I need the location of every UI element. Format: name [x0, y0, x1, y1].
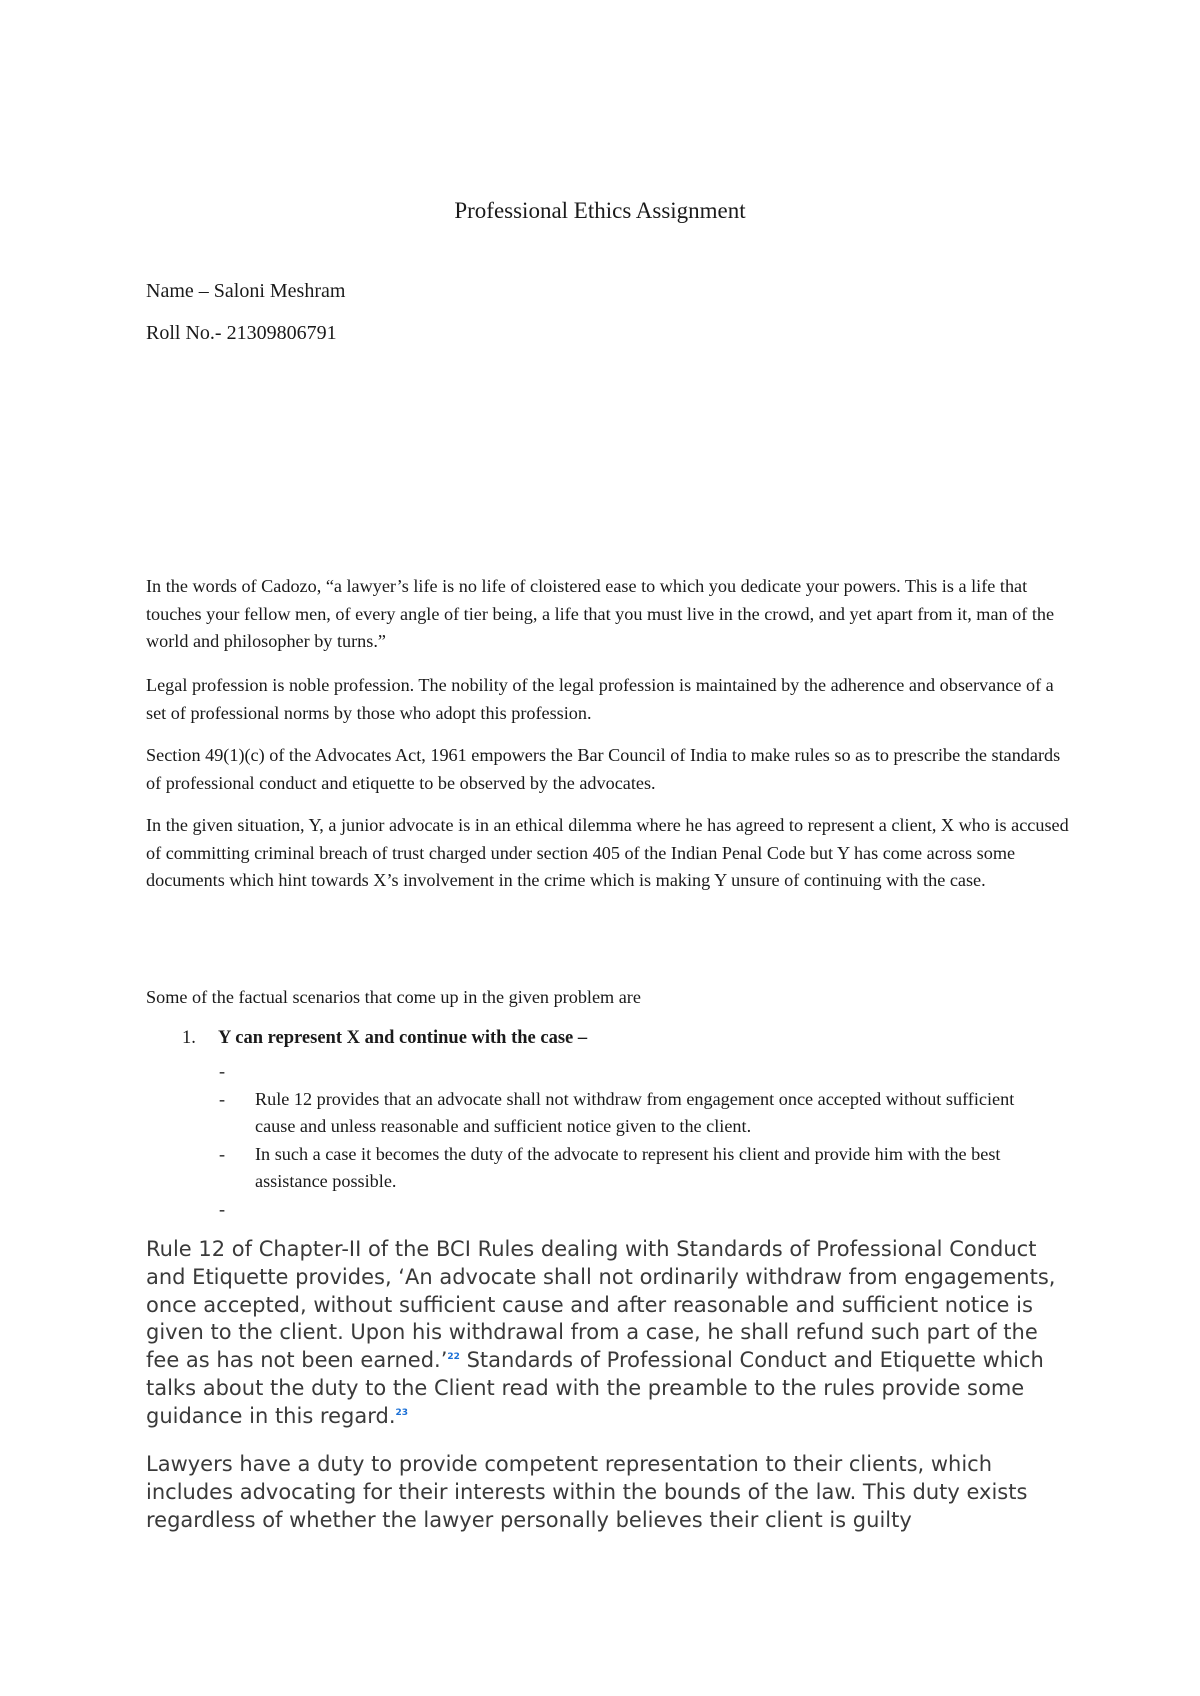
paragraph-rule-12: [146, 1236, 1076, 1431]
paragraph-given-situation: In the given situation, Y, a junior advocate is in an ethical dilemma where he has agreed to represent a client, X who is accused of committing criminal breach of trust charged under section 405 of the Indian Penal Code but Y has come across some documents which hint towards X’s involvement in the crime which is making Y unsure of continuing with the case.: [146, 815, 1069, 890]
dash-bullet: -: [219, 1061, 226, 1081]
name-label: Name –: [146, 280, 214, 302]
footnote-link[interactable]: 22: [447, 1352, 460, 1363]
dash-item-text: In such a case it becomes the duty of the advocate to represent his client and provide him with the best assistance possible.: [255, 1143, 1001, 1191]
roll-number-line: [146, 322, 337, 345]
paragraph-section-49: Section 49(1)(c) of the Advocates Act, 1961 empowers the Bar Council of India to make rules so as to prescribe the standards of professional conduct and etiquette to be observed by the advocates.: [146, 745, 1061, 793]
paragraph-noble-profession: Legal profession is noble profession. The nobility of the legal profession is maintained by the adherence and observance of a set of professional norms by those who adopt this profession.: [146, 675, 1054, 723]
dash-bullet: -: [219, 1198, 226, 1219]
paragraph-duty-competent-representation: Lawyers have a duty to provide competent representation to their clients, which includes advocating for their interests within the bounds of the law. This duty exists regardless of whether the lawyer personally believes their client is guilty: [146, 1452, 1028, 1532]
rule-12-text-a: Rule 12 of Chapter-II of the BCI Rules dealing with Standards of Professional Conduct and Etiquette provides, ‘An advocate shall not ordinarily withdraw from engagements, once accepted, without sufficient cause and after reasonable and sufficient notice is given to the client. Upon his withdrawal from a case, he shall refund such part of the fee as has not been earned.’: [146, 1237, 1056, 1373]
dash-list: [219, 1058, 1059, 1223]
document-title: Professional Ethics Assignment: [454, 198, 746, 223]
name-line: [146, 280, 345, 303]
paragraph-cardozo-quote: In the words of Cadozo, “a lawyer’s life is no life of cloistered ease to which you dedicate your powers. This is a life that touches your fellow men, of every angle of tier being, a life that you must live in the crowd, and yet apart from it, man of the world and philosopher by turns.”: [146, 576, 1055, 651]
roll-value: 21309806791: [226, 322, 337, 344]
footnote-link[interactable]: 23: [395, 1407, 409, 1418]
dash-list-item: [219, 1196, 1059, 1224]
list-number: 1.: [182, 1028, 196, 1048]
rule-12-text-b: Standards of Professional Conduct and Etiquette which talks about the duty to the Client read with the preamble to the rules provide some guidance in this regard.: [146, 1348, 1044, 1428]
dash-list-item: [219, 1086, 1059, 1141]
dash-list-item: [219, 1141, 1059, 1196]
dash-list-item: [219, 1058, 1059, 1086]
name-value: Saloni Meshram: [213, 280, 346, 302]
roll-label: Roll No.-: [146, 322, 227, 344]
dash-bullet: -: [219, 1088, 226, 1109]
paragraph-factual-scenarios: Some of the factual scenarios that come up in the given problem are: [146, 987, 641, 1007]
dash-bullet: -: [219, 1143, 226, 1164]
dash-item-text: Rule 12 provides that an advocate shall not withdraw from engagement once accepted without sufficient cause and unless reasonable and sufficient notice given to the client.: [255, 1088, 1015, 1136]
list-heading-text: Y can represent X and continue with the case –: [218, 1028, 588, 1048]
list-item-heading: [182, 1028, 587, 1049]
